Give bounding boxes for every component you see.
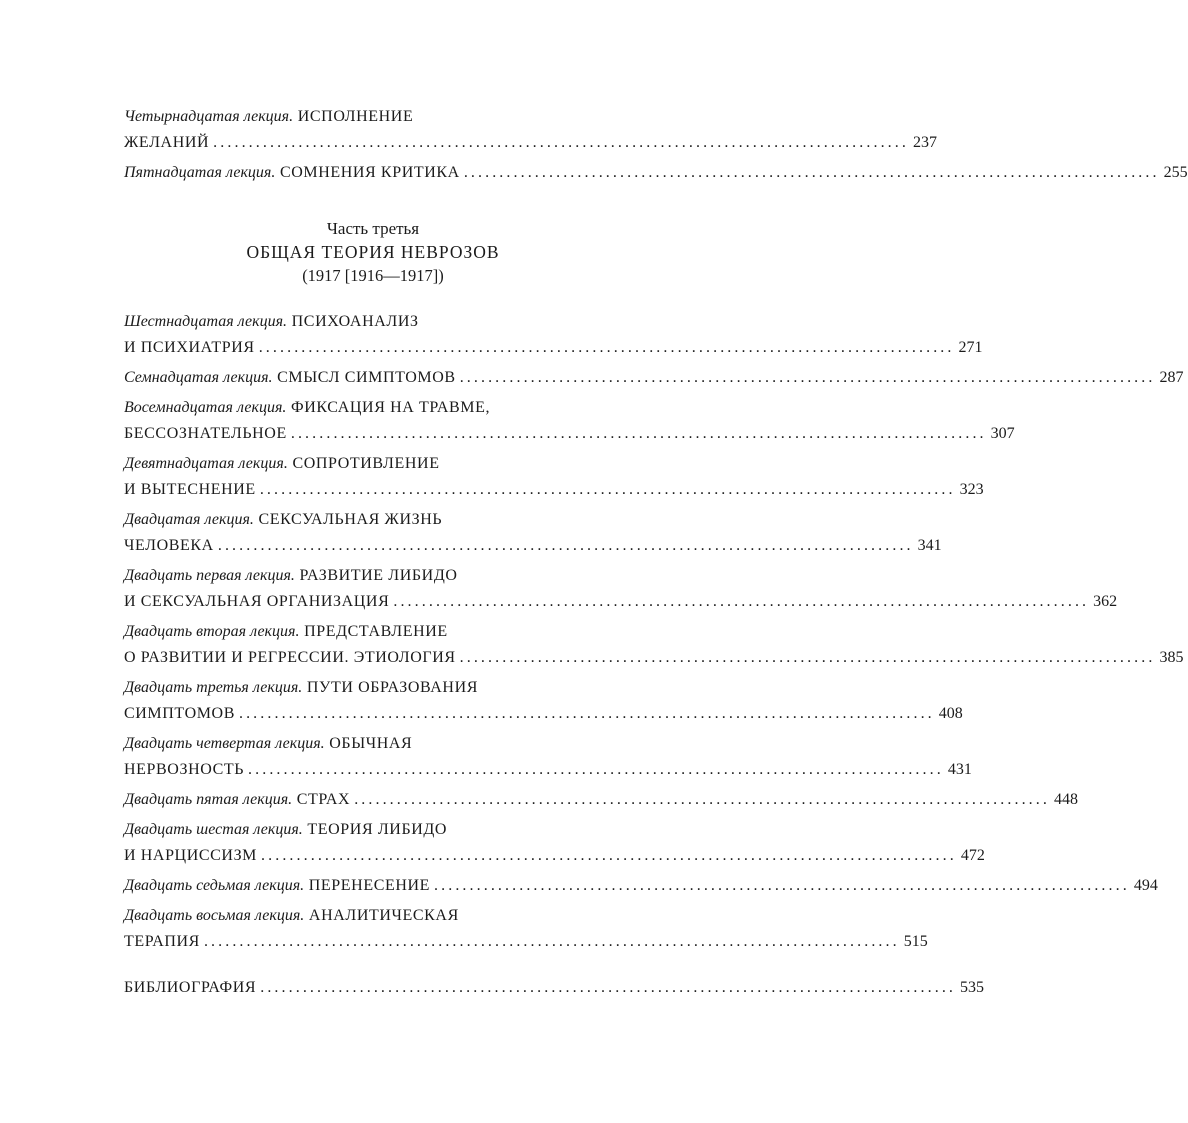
- lecture-title-cont: И СЕКСУАЛЬНАЯ ОРГАНИЗАЦИЯ: [124, 593, 390, 610]
- lecture-title-cont: НЕРВОЗНОСТЬ: [124, 761, 245, 778]
- leader-dots: ..................................................................................................: [248, 761, 944, 778]
- part-heading: [124, 218, 622, 287]
- leader-dots: ..................................................................................................: [463, 164, 1160, 181]
- toc-entry-18[interactable]: [124, 395, 1015, 447]
- page-number: 472: [960, 847, 985, 864]
- page-number: 307: [990, 425, 1015, 442]
- leader-dots: ..................................................................................................: [260, 979, 957, 996]
- lecture-label: Шестнадцатая лекция.: [124, 313, 288, 330]
- lecture-title: ПЕРЕНЕСЕНИЕ: [308, 877, 431, 894]
- page-number: 362: [1093, 593, 1118, 610]
- toc-entry-bibliography[interactable]: [124, 975, 985, 1001]
- toc-entry-26[interactable]: [124, 817, 985, 869]
- lecture-title-cont: ТЕРАПИЯ: [124, 933, 200, 950]
- leader-dots: ..................................................................................................: [258, 339, 955, 356]
- page-number: 535: [960, 979, 985, 996]
- lecture-title: ПРЕДСТАВЛЕНИЕ: [304, 623, 448, 640]
- part-years: (1917 [1916—1917]): [302, 266, 444, 285]
- toc-entry-20[interactable]: [124, 507, 942, 559]
- lecture-title-cont: БЕССОЗНАТЕЛЬНОЕ: [124, 425, 287, 442]
- lecture-label: Двадцать четвертая лекция.: [124, 735, 325, 752]
- lecture-title-cont: О РАЗВИТИИ И РЕГРЕССИИ. ЭТИОЛОГИЯ: [124, 649, 456, 666]
- toc-entry-21[interactable]: [124, 563, 1118, 615]
- page-number: 287: [1159, 369, 1184, 386]
- lecture-title: СОПРОТИВЛЕНИЕ: [292, 455, 440, 472]
- toc-entry-14[interactable]: [124, 104, 937, 156]
- lecture-label: Двадцать восьмая лекция.: [124, 907, 305, 924]
- toc-entry-17[interactable]: [124, 365, 1184, 391]
- leader-dots: ..................................................................................................: [261, 847, 957, 864]
- toc-entry-25[interactable]: [124, 787, 1078, 813]
- toc-entry-24[interactable]: [124, 731, 972, 783]
- lecture-title-cont: И НАРЦИССИЗМ: [124, 847, 258, 864]
- leader-dots: ..................................................................................................: [459, 369, 1156, 386]
- lecture-title-cont: СИМПТОМОВ: [124, 705, 235, 722]
- toc-entry-22[interactable]: [124, 619, 1184, 671]
- lecture-label: Семнадцатая лекция.: [124, 369, 273, 386]
- leader-dots: ..................................................................................................: [459, 649, 1156, 666]
- lecture-title: СТРАХ: [296, 791, 351, 808]
- lecture-label: Двадцатая лекция.: [124, 511, 254, 528]
- part-title: ОБЩАЯ ТЕОРИЯ НЕВРОЗОВ: [246, 242, 500, 262]
- lecture-label: Двадцать третья лекция.: [124, 679, 303, 696]
- toc-entry-19[interactable]: [124, 451, 984, 503]
- page-number: 323: [959, 481, 984, 498]
- lecture-title-cont: И ВЫТЕСНЕНИЕ: [124, 481, 256, 498]
- lecture-label: Двадцать пятая лекция.: [124, 791, 293, 808]
- page-number: 448: [1054, 791, 1078, 808]
- page-number: 515: [903, 933, 928, 950]
- page-number: 255: [1163, 164, 1188, 181]
- lecture-label: Пятнадцатая лекция.: [124, 164, 276, 181]
- leader-dots: ..................................................................................................: [434, 877, 1130, 894]
- leader-dots: ..................................................................................................: [290, 425, 987, 442]
- toc-entry-27[interactable]: [124, 873, 1158, 899]
- page-number: 271: [958, 339, 983, 356]
- bibliography-title: БИБЛИОГРАФИЯ: [124, 979, 257, 996]
- leader-dots: ..................................................................................................: [203, 933, 900, 950]
- page-number: 341: [917, 537, 942, 554]
- page-number: 385: [1159, 649, 1184, 666]
- leader-dots: ..................................................................................................: [217, 537, 914, 554]
- leader-dots: ..................................................................................................: [259, 481, 956, 498]
- lecture-label: Двадцать первая лекция.: [124, 567, 295, 584]
- lecture-title: ПУТИ ОБРАЗОВАНИЯ: [306, 679, 479, 696]
- lecture-title: СМЫСЛ СИМПТОМОВ: [277, 369, 456, 386]
- toc-entry-28[interactable]: [124, 903, 928, 955]
- lecture-title-cont: ЧЕЛОВЕКА: [124, 537, 214, 554]
- lecture-title: СЕКСУАЛЬНАЯ ЖИЗНЬ: [258, 511, 443, 528]
- lecture-label: Двадцать шестая лекция.: [124, 821, 303, 838]
- leader-dots: ..................................................................................................: [393, 593, 1090, 610]
- lecture-title: ФИКСАЦИЯ НА ТРАВМЕ,: [291, 399, 491, 416]
- table-of-contents: [124, 104, 1188, 1001]
- page-number: 494: [1133, 877, 1158, 894]
- lecture-label: Четырнадцатая лекция.: [124, 108, 294, 125]
- leader-dots: ..................................................................................................: [354, 791, 1050, 808]
- lecture-title: ОБЫЧНАЯ: [329, 735, 413, 752]
- lecture-label: Восемнадцатая лекция.: [124, 399, 287, 416]
- lecture-title: ПСИХОАНАЛИЗ: [291, 313, 419, 330]
- toc-entry-23[interactable]: [124, 675, 963, 727]
- lecture-title: ИСПОЛНЕНИЕ: [297, 108, 414, 125]
- lecture-label: Девятнадцатая лекция.: [124, 455, 288, 472]
- toc-entry-15[interactable]: [124, 160, 1188, 186]
- page-number: 237: [912, 134, 937, 151]
- lecture-label: Двадцать седьмая лекция.: [124, 877, 305, 894]
- page-number: 431: [947, 761, 972, 778]
- lecture-title: СОМНЕНИЯ КРИТИКА: [279, 164, 460, 181]
- lecture-title-cont: И ПСИХИАТРИЯ: [124, 339, 255, 356]
- lecture-title: АНАЛИТИЧЕСКАЯ: [308, 907, 459, 924]
- leader-dots: ..................................................................................................: [238, 705, 935, 722]
- part-label: Часть третья: [326, 219, 420, 238]
- page-number: 408: [938, 705, 963, 722]
- lecture-title-cont: ЖЕЛАНИЙ: [124, 134, 210, 151]
- lecture-label: Двадцать вторая лекция.: [124, 623, 300, 640]
- lecture-title: РАЗВИТИЕ ЛИБИДО: [299, 567, 458, 584]
- leader-dots: ..................................................................................................: [213, 134, 909, 151]
- lecture-title: ТЕОРИЯ ЛИБИДО: [307, 821, 448, 838]
- toc-entry-16[interactable]: [124, 309, 983, 361]
